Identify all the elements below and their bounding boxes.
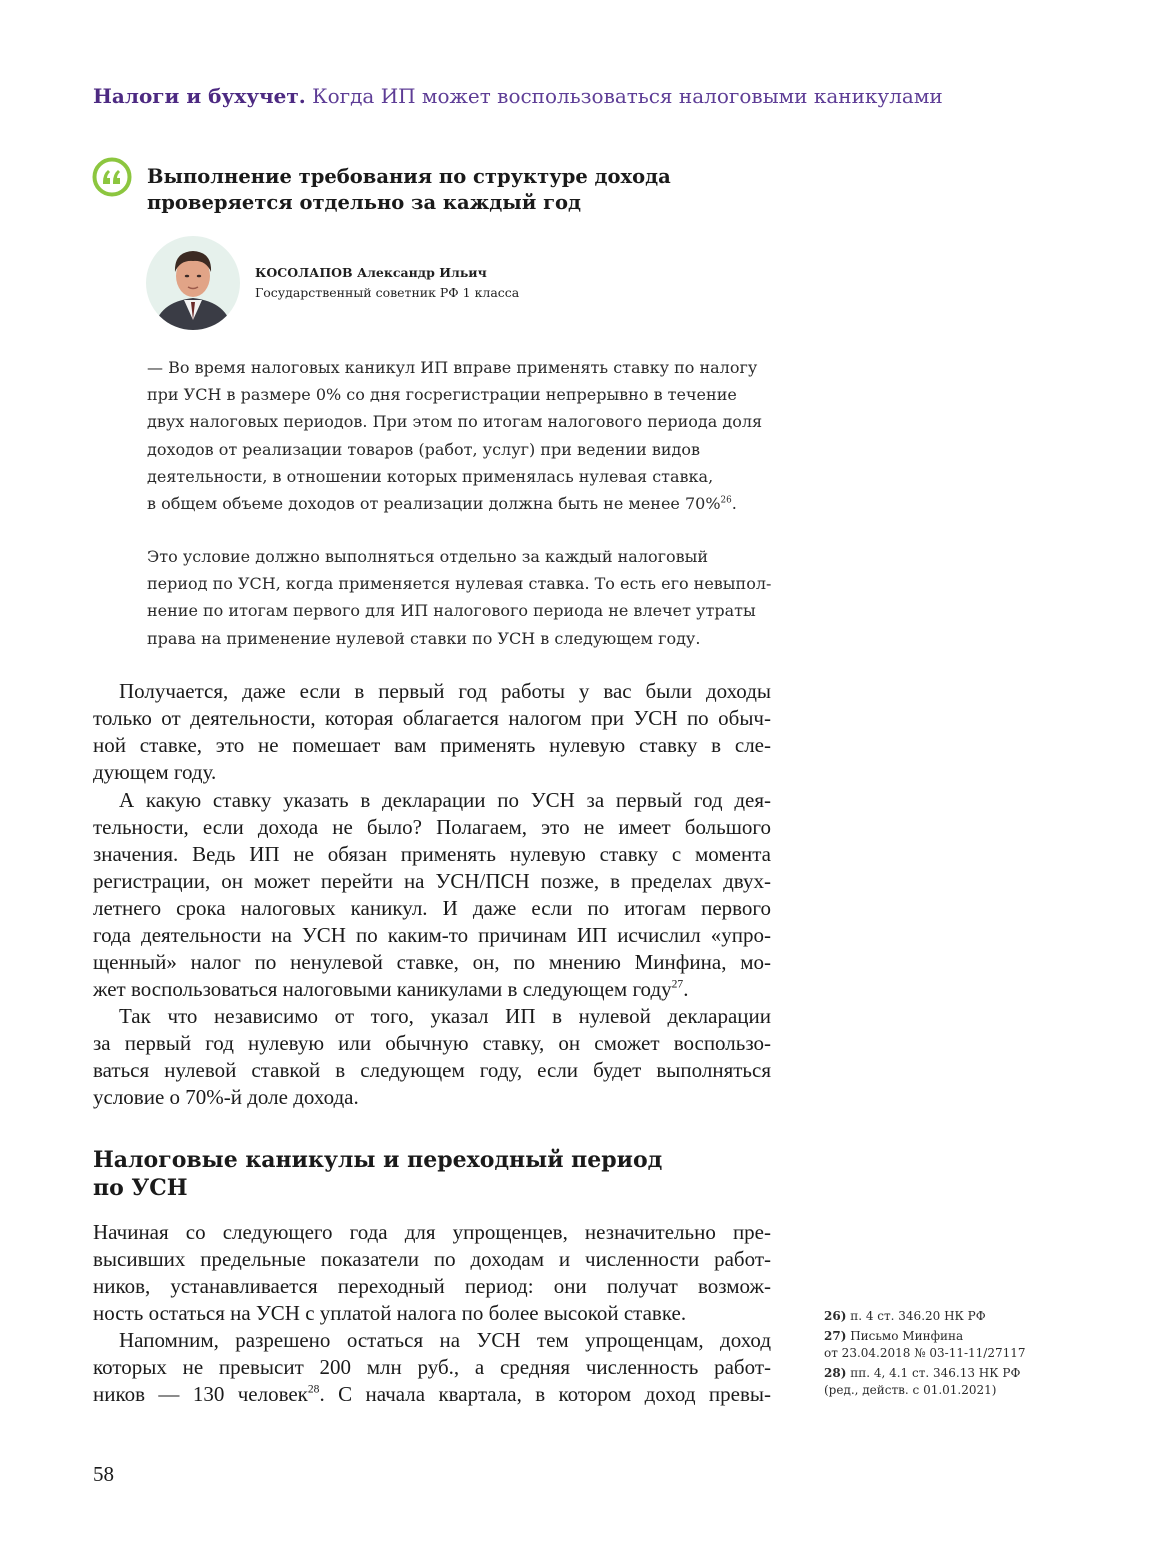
- quote-paragraph: — Во время налоговых каникул ИП вправе применять ставку по налогу при УСН в размере 0% со дня госрегистрации непрерывно в течение двух налоговых периодов. При этом по итогам налогового периода доля доходов от реализации товаров (работ, услуг) при ведении видов деятельности, в отношении которых применялась нулевая ставка, в общем объеме доходов от реализации должна быть не менее 70%$^{26}$.: [147, 358, 763, 514]
- author-avatar: [146, 236, 240, 330]
- running-header: [93, 82, 993, 110]
- body-paragraph: Начиная со следующего года для упрощенцев, незначительно пре- высивших предельные показатели по доходам и численности работ- ников, устанавливается переходный период: они получат возмож- ность остаться на УСН с уплатой налога по более высокой ставке.: [93, 1220, 771, 1325]
- footnote: 27) Письмо Минфина от 23.04.2018 № 03-11-11/27117: [824, 1329, 1026, 1360]
- body-paragraph: Так что независимо от того, указал ИП в нулевой декларации за первый год нулевую или обычную ставку, он сможет воспользо- ваться нулевой ставкой в следующем году, если будет выполняться условие о 70%-й доле дохода.: [93, 1004, 771, 1109]
- footnote-ref[interactable]: 27: [671, 978, 684, 991]
- pull-quote-title: Выполнение требования по структуре дохода проверяется отдельно за каждый год: [147, 165, 671, 214]
- footnote: 26) п. 4 ст. 346.20 НК РФ: [824, 1309, 986, 1323]
- quote-icon: [92, 157, 132, 197]
- footnote-ref[interactable]: 26: [720, 495, 732, 506]
- author-role: Государственный советник РФ 1 класса: [255, 285, 520, 300]
- footnote-ref[interactable]: 28: [307, 1383, 320, 1396]
- body-paragraph: А какую ставку указать в декларации по УСН за первый год дея- тельности, если дохода не было? Полагаем, это не имеет большого значения. Ведь ИП не обязан применять нулевую ставку с момента регистрации, он может перейти на УСН/ПСН позже, в пределах двух- летнего срока налоговых каникул. И даже если по итогам первого года деятельности на УСН по каким-то причинам ИП исчислил «упро- щенный» налог по ненулевой ставке, он, по мнению Минфина, мо- жет воспользоваться налоговыми каникулами в следующем году$^{27}$.: [93, 788, 771, 1001]
- article-title: Когда ИП может воспользоваться налоговыми каникулами: [312, 84, 943, 108]
- section-heading: Налоговые каникулы и переходный период по УСН: [93, 1147, 663, 1201]
- footnote: 28) пп. 4, 4.1 ст. 346.13 НК РФ (ред., действ. с 01.01.2021): [824, 1366, 1021, 1397]
- body-paragraph: Напомним, разрешено остаться на УСН тем упрощенцам, доход которых не превысит 200 млн руб., а средняя численность работ- ников — 130 человек$^{28}$. С начала квартала, в котором доход превы-: [93, 1328, 771, 1406]
- section-name: Налоги и бухучет.: [93, 84, 306, 108]
- body-paragraph: Получается, даже если в первый год работы у вас были доходы только от деятельности, которая облагается налогом при УСН по обыч- ной ставке, это не помешает вам применять нулевую ставку в сле- дующем году.: [93, 679, 771, 784]
- quote-paragraph: Это условие должно выполняться отдельно за каждый налоговый период по УСН, когда применяется нулевая ставка. То есть его невыпол- нение по итогам первого для ИП налогового периода не влечет утраты права на применение нулевой ставки по УСН в следующем году.: [147, 547, 772, 648]
- footnotes: [824, 1308, 1154, 1402]
- author-name: КОСОЛАПОВ Александр Ильич: [255, 265, 487, 280]
- page-number: 58: [93, 1462, 114, 1486]
